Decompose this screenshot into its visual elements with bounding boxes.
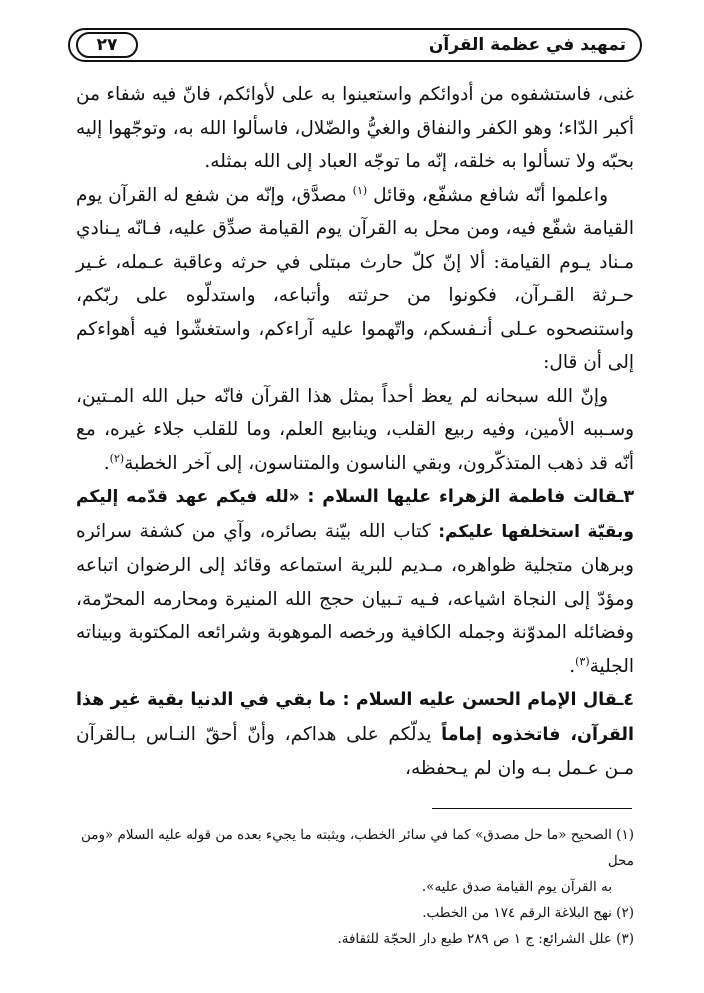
paragraph-3-text: وإنّ الله سبحانه لم يعظ أحداً بمثل هذا القرآن فانّه حبل الله المـتين، وسـببه الأمين، وفيه ربيع القلب، وينابيع العلم، وما للقلب جلاء غيره، مع أنّه قد ذهب المتذكّرون، وبقي الناسون والمتناسون، إلى آخر الخطبة <box>76 385 634 474</box>
footnote-ref-3: (٣) <box>575 654 590 668</box>
paragraph-2-text-a: واعلموا أنّه شافع مشفّع، وقائل <box>373 184 608 206</box>
page-header <box>68 28 642 62</box>
page-number: ٢٧ <box>76 32 138 58</box>
footnote-1-continuation: به القرآن يوم القيامة صدق عليه». <box>421 879 612 895</box>
body-text <box>76 78 634 786</box>
quote-3-opening: «لله فيكم عهد قدّمه إليكم وبقيّة استخلفها عليكم: <box>76 487 634 542</box>
quote-4-heading: ٤ـقال الإمام الحسن عليه السلام : ما بقي في الدنيا بقية غير هذا القرآن، فاتخذوه إماماً <box>76 690 634 745</box>
running-title: تمهيد في عظمة القرآن <box>428 35 626 55</box>
paragraph-2 <box>76 179 634 380</box>
paragraph-3-end: . <box>103 452 110 474</box>
quote-3-heading: ٣ـقالت فاطمة الزهراء عليها السلام : <box>307 487 634 507</box>
footnote-2: (٢) نهج البلاغة الرقم ١٧٤ من الخطب. <box>422 905 634 921</box>
paragraph-5 <box>76 683 634 786</box>
footnote-3: (٣) علل الشرائع: ج ١ ص ٢٨٩ طبع دار الحجّة للثقافة. <box>337 931 634 947</box>
footnote-1: (١) الصحيح «ما حل مصدق» كما في سائر الخطب، ويثبته ما يجيء بعده من قوله عليه السلام «ومن محل <box>80 827 634 869</box>
paragraph-1: غنى، فاستشفوه من أدوائكم واستعينوا به على لأوائكم، فانّ فيه شفاء من أكبر الدّاء؛ وهو الكفر والنفاق والغيُّ والضّلال، فاسألوا الله به، وتوجّهوا إليه بحبّه ولا تسألوا به خلقه، إنّه ما توجّه العباد إلى الله بمثله. <box>76 84 634 172</box>
paragraph-2-text-b: مصدَّق، وإنّه من شفع له القرآن يوم القيامة شفّع فيه، ومن محل به القرآن يوم القيامة صدِّق عليه، فـانّه يـنادي مـناد يـوم القيامة: ألا إنّ كلّ حارث مبتلى في حرثه وعاقبة عـمله، غـير حـرثة القـرآن، فكونوا من حرثته وأتباعه، واستدلّوه على ربّكم، واستنصحوه عـلى أنـفسكم، واتّهموا عليه آراءكم، واستغشّوا فيه أهواءكم إلى أن قال: <box>76 184 634 373</box>
paragraph-3 <box>76 380 634 481</box>
footnote-ref-1: (١) <box>352 183 368 197</box>
paragraph-4 <box>76 480 634 683</box>
footnote-ref-2: (٢) <box>109 451 125 465</box>
footnotes <box>76 822 634 952</box>
paragraph-4-end: . <box>569 655 576 677</box>
quote-4-text: يدلّكم على هداكم، وأنّ أحقّ النـاس بـالقرآن مـن عـمل بـه وان لم يـحفظه، <box>76 723 634 779</box>
quote-3-text: كتاب الله بيّنة بصائره، وآي من كشفة سرائره وبرهان متجلية ظواهره، مـديم للبرية استماعه وقائد إلى الرضوان اتباعه ومؤدّ إلى النجاة اشياعه، فـيه تـبيان حجج الله المنيرة ومحارمه المحرّمة، وفضائله المدوّنة وجمله الكافية ورخصه الموهوبة وشرائعه المكتوبة وبيناته الجلية <box>76 520 634 677</box>
footnote-divider <box>432 808 632 809</box>
